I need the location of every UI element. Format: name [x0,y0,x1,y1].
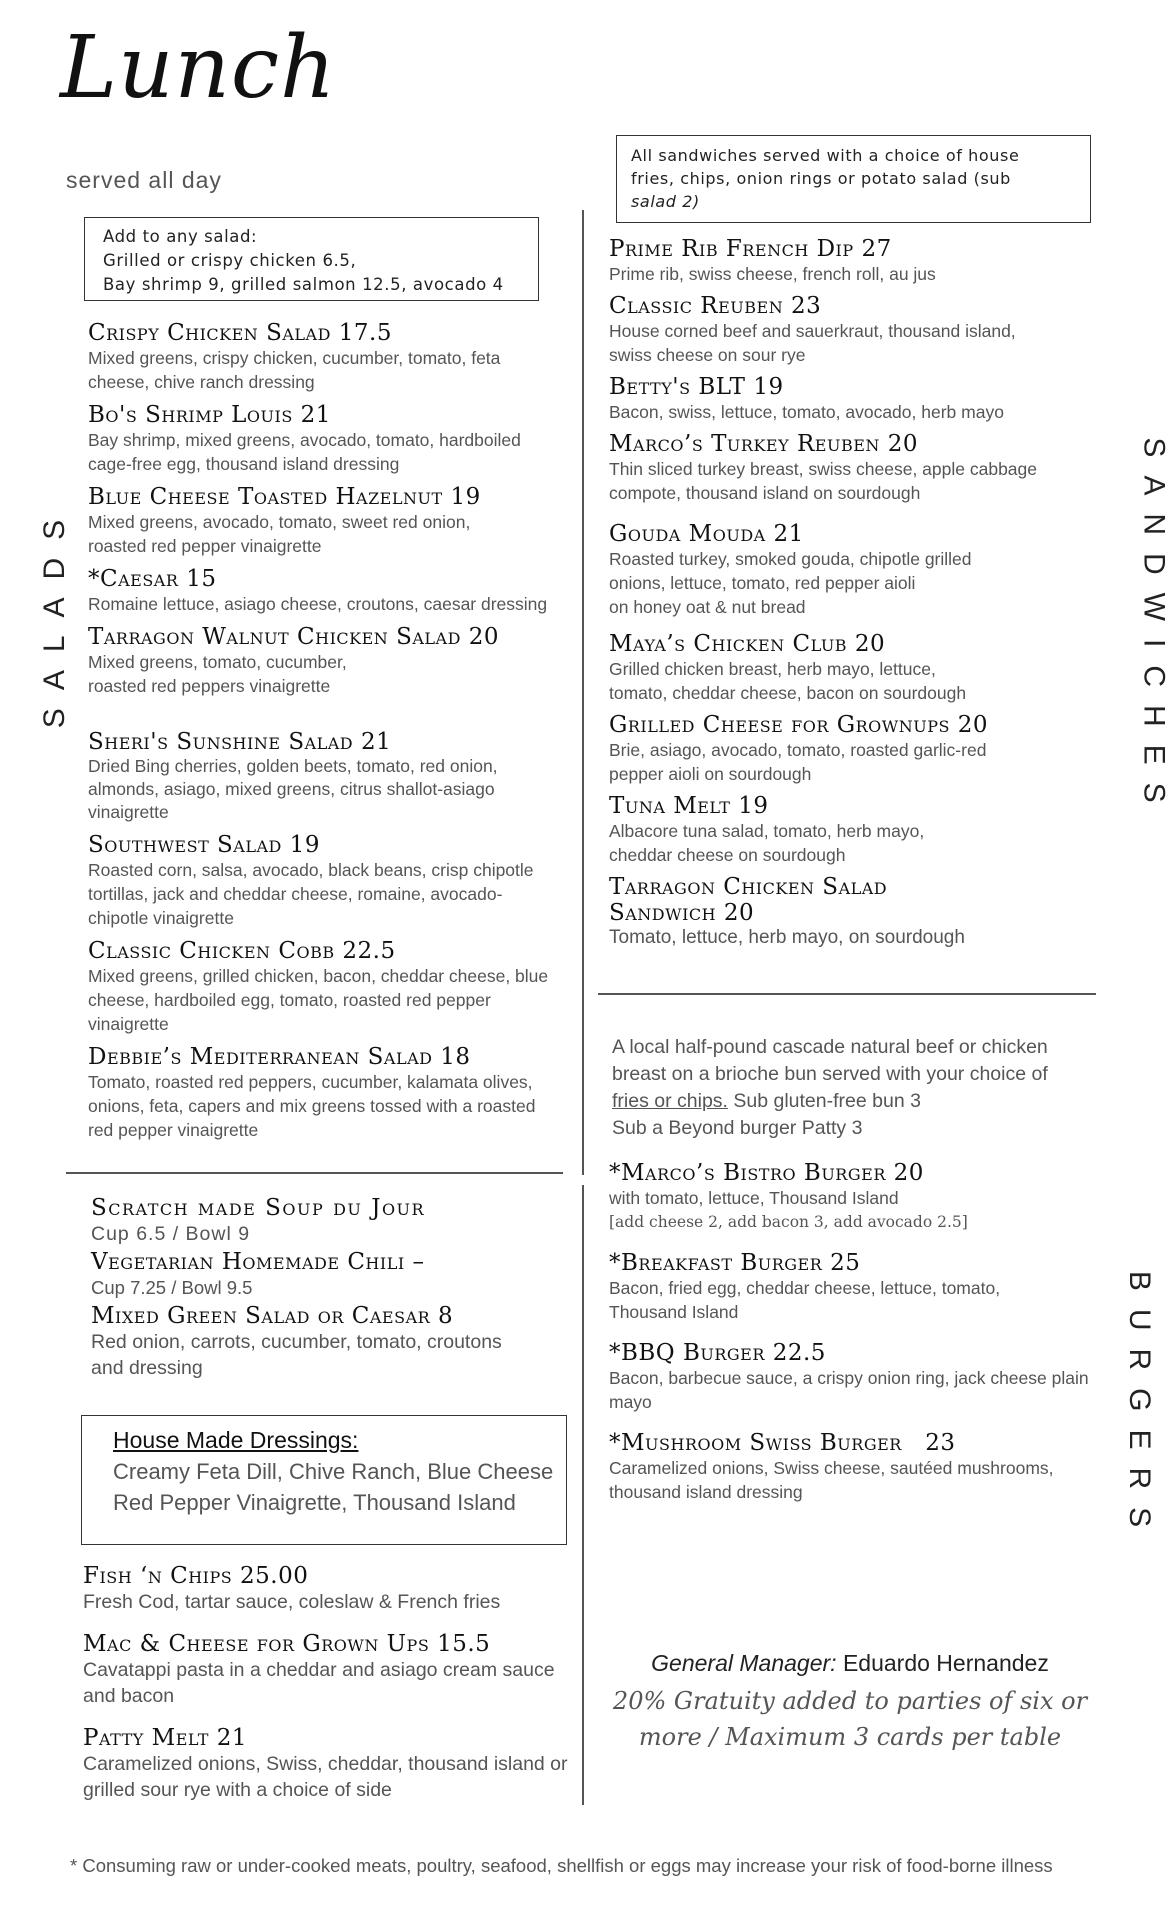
item-name: Tarragon Chicken Salad [609,874,888,900]
sandwich-note-line: fries, chips, onion rings or potato salad (sub [631,169,1011,188]
item-name: Fish ‘n Chips 25.00 [83,1563,309,1589]
item-desc: onions, feta, capers and mix greens tossed with a roasted [88,1096,536,1116]
item-desc: cheddar cheese on sourdough [609,845,846,865]
dressings-line: Creamy Feta Dill, Chive Ranch, Blue Cheese [113,1459,554,1484]
sandwich-note-line: salad 2) [631,192,700,211]
general-manager [600,1650,1100,1677]
item-desc: chipotle vinaigrette [88,908,234,928]
item-name: Sheri's Sunshine Salad 21 [88,729,392,755]
menu-item [88,624,568,698]
item-desc: Tomato, roasted red peppers, cucumber, kalamata olives, [88,1072,533,1092]
item-name: Bo's Shrimp Louis 21 [88,402,331,428]
item-desc: compote, thousand island on sourdough [609,483,921,503]
item-name: Classic Chicken Cobb 22.5 [88,938,396,964]
item-name: Southwest Salad 19 [88,832,320,858]
item-desc: Roasted turkey, smoked gouda, chipotle grilled [609,549,972,569]
item-desc: tomato, cheddar cheese, bacon on sourdough [609,683,967,703]
menu-item [609,1340,1099,1414]
salads-divider [66,1172,563,1174]
menu-item [609,793,1089,867]
item-desc: House corned beef and sauerkraut, thousand island, [609,321,1016,341]
soup-price: Cup 6.5 / Bowl 9 [91,1223,251,1245]
item-desc: mayo [609,1392,652,1412]
menu-item [609,521,1089,619]
menu-item [609,293,1089,367]
burger-intro-line [612,1088,1092,1115]
item-desc: roasted red peppers vinaigrette [88,676,331,696]
menu-item [88,938,568,1036]
dressings-box [81,1415,567,1545]
item-name: Mac & Cheese for Grown Ups 15.5 [83,1631,491,1657]
burger-intro-line: Sub a Beyond burger Patty 3 [612,1117,863,1139]
item-desc: thousand island dressing [609,1482,803,1502]
side-salad-desc: Red onion, carrots, cucumber, tomato, croutons [91,1331,502,1353]
item-desc: Romaine lettuce, asiago cheese, croutons, caesar dressing [88,594,548,614]
menu-item [88,566,568,616]
item-name: Crispy Chicken Salad 17.5 [88,320,392,346]
item-desc: Albacore tuna salad, tomato, herb mayo, [609,821,925,841]
page-subtitle: served all day [66,167,222,193]
item-desc: Mixed greens, crispy chicken, cucumber, tomato, feta [88,348,501,368]
salads-section-label: SALADS [38,501,72,729]
item-desc: Mixed greens, avocado, tomato, sweet red onion, [88,512,471,532]
food-safety-disclaimer: * Consuming raw or under-cooked meats, poultry, seafood, shellfish or eggs may increase your risk of food-borne illness [70,1855,1053,1876]
item-desc: Cavatappi pasta in a cheddar and asiago cream sauce [83,1659,555,1681]
item-name: *Breakfast Burger 25 [609,1250,861,1276]
menu-item [609,712,1089,786]
item-name: Maya’s Chicken Club 20 [609,631,886,657]
item-name: Tarragon Walnut Chicken Salad 20 [88,624,499,650]
item-name: Classic Reuben 23 [609,293,822,319]
gluten-free-note: Sub gluten-free bun 3 [727,1090,921,1112]
item-desc: Bacon, fried egg, cheddar cheese, lettuce, tomato, [609,1278,1001,1298]
item-desc: Dried Bing cherries, golden beets, tomato, red onion, [88,756,498,776]
menu-item [609,1250,1099,1324]
item-desc: Prime rib, swiss cheese, french roll, au jus [609,264,936,284]
item-desc: vinaigrette [88,1014,169,1034]
item-desc: cheese, chive ranch dressing [88,372,315,392]
burgers-list [609,1160,1099,1504]
salad-addon-line: Grilled or crispy chicken 6.5, [103,251,357,270]
chili-name: Vegetarian Homemade Chili – [91,1249,425,1275]
item-name: Grilled Cheese for Grownups 20 [609,712,989,738]
menu-item [88,1044,568,1142]
item-name: Tuna Melt 19 [609,793,769,819]
item-desc: grilled sour rye with a choice of side [83,1779,392,1801]
gratuity-note: 20% Gratuity added to parties of six or [612,1687,1088,1715]
item-desc: Roasted corn, salsa, avocado, black beans, crisp chipotle [88,860,534,880]
item-desc: Caramelized onions, Swiss, cheddar, thousand island or [83,1753,568,1775]
item-name: Debbie’s Mediterranean Salad 18 [88,1044,471,1070]
item-name: Sandwich 20 [609,900,755,926]
fries-or-chips-link: fries or chips. [612,1090,728,1112]
item-name: Marco’s Turkey Reuben 20 [609,431,918,457]
item-name: *BBQ Burger 22.5 [609,1340,826,1366]
menu-item [609,631,1089,705]
item-desc: [add cheese 2, add bacon 3, add avocado 2.5] [609,1213,968,1231]
salad-addon-line: Add to any salad: [103,227,258,246]
item-name: Patty Melt 21 [83,1725,247,1751]
burger-intro [612,1034,1092,1142]
item-desc: tortillas, jack and cheddar cheese, romaine, avocado- [88,884,503,904]
soups-block [91,1195,571,1381]
menu-item [83,1725,583,1803]
menu-item [88,320,568,394]
item-desc: onions, lettuce, tomato, red pepper aioli [609,573,916,593]
item-desc: swiss cheese on sour rye [609,345,806,365]
cards-note: more / Maximum 3 cards per table [638,1723,1062,1751]
item-desc: cheese, hardboiled egg, tomato, roasted red pepper [88,990,491,1010]
menu-item [609,236,1089,286]
salad-addon-box [84,217,539,301]
item-name: *Caesar 15 [88,566,217,592]
item-desc: Bacon, swiss, lettuce, tomato, avocado, herb mayo [609,402,1004,422]
side-salad-name: Mixed Green Salad or Caesar 8 [91,1303,454,1329]
item-desc: Bay shrimp, mixed greens, avocado, tomato, hardboiled [88,430,521,450]
item-desc: Brie, asiago, avocado, tomato, roasted garlic-red [609,740,987,760]
dressings-title: House Made Dressings: [113,1427,359,1453]
item-desc: with tomato, lettuce, Thousand Island [609,1188,899,1208]
gm-name: Eduardo Hernandez [836,1650,1049,1676]
item-desc: Grilled chicken breast, herb mayo, lettuce, [609,659,936,679]
sandwiches-divider [598,993,1096,995]
item-desc: pepper aioli on sourdough [609,764,812,784]
side-salad-desc: and dressing [91,1357,203,1379]
item-name: Betty's BLT 19 [609,374,784,400]
menu-item [83,1563,583,1615]
item-desc: on honey oat & nut bread [609,597,806,617]
sandwich-note-box [616,135,1091,223]
item-desc: Caramelized onions, Swiss cheese, sautéed mushrooms, [609,1458,1054,1478]
item-desc: Mixed greens, tomato, cucumber, [88,652,347,672]
sandwiches-list [609,236,1089,950]
soup-name: Scratch made Soup du Jour [91,1195,426,1221]
gm-label: General Manager: [651,1650,837,1676]
menu-item [609,1160,1099,1234]
salads-list [88,320,568,1142]
item-name: Blue Cheese Toasted Hazelnut 19 [88,484,481,510]
item-desc: Tomato, lettuce, herb mayo, on sourdough [609,927,965,948]
item-name: *Mushroom Swiss Burger 23 [609,1430,956,1456]
item-desc: Fresh Cod, tartar sauce, coleslaw & French fries [83,1591,501,1613]
burgers-section-label: BURGERS [1123,1270,1157,1546]
menu-item [88,832,568,930]
item-desc: red pepper vinaigrette [88,1120,259,1140]
item-name: *Marco’s Bistro Burger 20 [609,1160,924,1186]
item-desc: roasted red pepper vinaigrette [88,536,322,556]
burger-intro-line: breast on a brioche bun served with your choice of [612,1063,1048,1085]
menu-item [88,484,568,558]
management-note [600,1650,1100,1755]
item-desc: Mixed greens, grilled chicken, bacon, cheddar cheese, blue [88,966,549,986]
menu-item [609,874,1089,950]
entrees-list [83,1563,583,1803]
item-desc: cage-free egg, thousand island dressing [88,454,400,474]
menu-item [88,729,568,824]
sandwiches-section-label: SANDWICHES [1137,437,1171,821]
menu-item [609,374,1089,424]
item-desc: Bacon, barbecue sauce, a crispy onion ring, jack cheese plain [609,1368,1089,1388]
chili-price: Cup 7.25 / Bowl 9.5 [91,1277,253,1298]
item-desc: vinaigrette [88,802,169,822]
item-desc: almonds, asiago, mixed greens, citrus shallot-asiago [88,779,495,799]
item-name: Gouda Mouda 21 [609,521,804,547]
item-name: Prime Rib French Dip 27 [609,236,892,262]
page-title: Lunch [60,18,337,118]
column-divider-upper [582,210,584,1175]
item-desc: Thin sliced turkey breast, swiss cheese, apple cabbage [609,459,1038,479]
item-desc: Thousand Island [609,1302,739,1322]
menu-item [609,1430,1099,1504]
sandwich-note-line: All sandwiches served with a choice of house [631,146,1020,165]
menu-item [88,402,568,476]
menu-item [609,431,1089,505]
burger-intro-line: A local half-pound cascade natural beef or chicken [612,1036,1048,1058]
dressings-line: Red Pepper Vinaigrette, Thousand Island [113,1490,516,1515]
menu-item [83,1631,583,1709]
salad-addon-line: Bay shrimp 9, grilled salmon 12.5, avocado 4 [103,275,504,294]
item-desc: and bacon [83,1685,175,1707]
